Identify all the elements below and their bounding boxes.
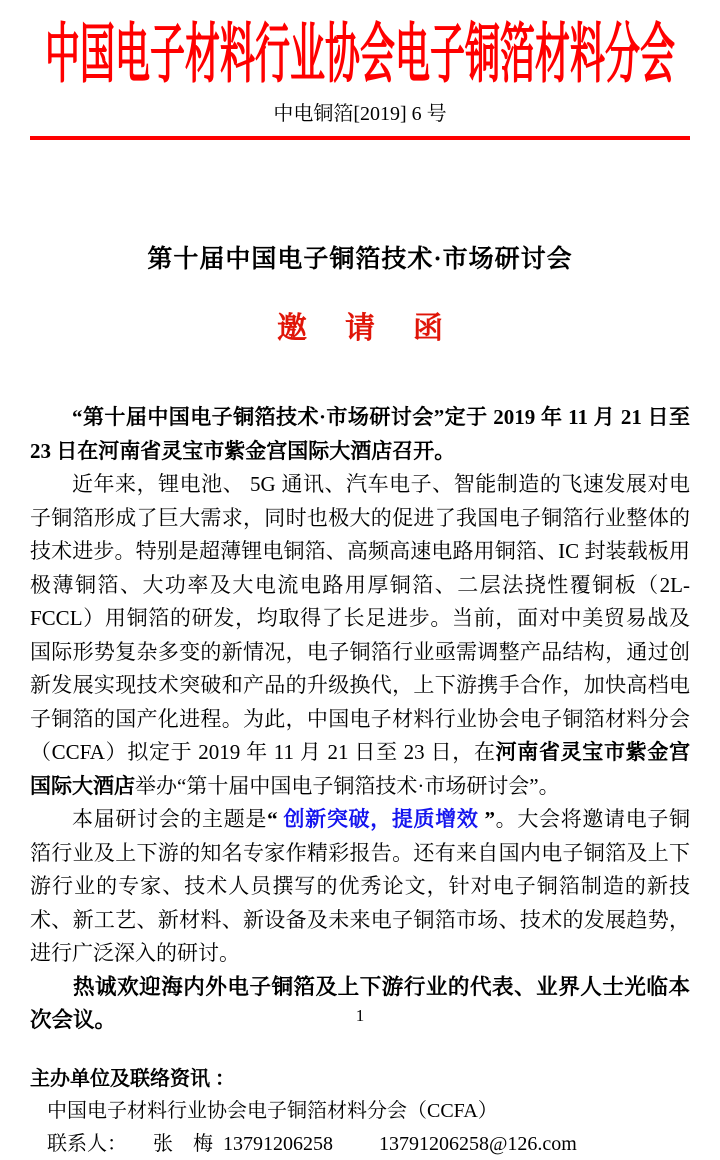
theme-open-quote: “: [267, 807, 284, 831]
conference-title: 第十届中国电子铜箔技术·市场研讨会: [147, 246, 573, 273]
theme-slogan: 创新突破，提质增效: [283, 807, 479, 831]
venue-emphasis: 河南省灵宝市紫金宫国际大酒店: [30, 740, 690, 798]
red-divider-rule: [30, 136, 690, 140]
letter-body: [30, 401, 690, 1038]
organizer-name: 中国电子材料行业协会电子铜箔材料分会（CCFA）: [47, 1099, 498, 1122]
paragraph-background: [30, 468, 690, 803]
contact-label: 联系人：: [47, 1132, 127, 1155]
contact-phone: 13791206258: [223, 1132, 333, 1155]
contact-line: [30, 1128, 690, 1160]
contact-person-name: 张 梅: [153, 1132, 213, 1155]
theme-trail-text: 。大会将邀请电子铜箔行业及上下游的知名专家作精彩报告。还有来自国内电子铜箔及上下游行业的专家、技术人员撰写的优秀论文，针对电子铜箔制造的新技术、新工艺、新材料、新设备及未来电子铜箔市场、技术的发展趋势，进行广泛深入的研讨。: [30, 807, 691, 965]
paragraph-theme: [30, 803, 690, 971]
contact-section-heading: 主办单位及联络资讯 ：: [30, 1067, 235, 1090]
theme-lead-text: 本届研讨会的主题是: [72, 807, 268, 831]
document-number: 中电铜箔[2019] 6 号: [273, 103, 447, 125]
organization-title: 中国电子材料行业协会电子铜箔材料分会: [44, 18, 675, 91]
organizer-contact-block: [30, 1064, 690, 1160]
page-number: 1: [355, 1006, 365, 1025]
background-text: 近年来，锂电池、 5G 通讯、汽车电子、智能制造的飞速发展对电子铜箔形成了巨大需求，同时也极大的促进了我国电子铜箔行业整体的技术进步。特别是超薄锂电铜箔、高频高速电路用铜箔、IC 封装载板用极薄铜箔、大功率及大电流电路用厚铜箔、二层法挠性覆铜板（2L-FCCL）用铜箔的研发，均取得了长足进步。当前，面对中美贸易战及国际形势复杂多变的新情况，电子铜箔行业亟需调整产品结构，通过创新发展实现技术突破和产品的升级换代，上下游携手合作，加快高档电子铜箔的国产化进程。为此，中国电子材料行业协会电子铜箔材料分会（CCFA）拟定于 2019 年 11 月 21 日至 23 日，在: [30, 472, 690, 764]
announcement-text: “第十届中国电子铜箔技术·市场研讨会”定于 2019 年 11 月 21 日至 23 日在河南省灵宝市紫金宫国际大酒店召开。: [30, 405, 690, 463]
welcome-text: 热诚欢迎海内外电子铜箔及上下游行业的代表、业界人士光临本次会议。: [30, 974, 690, 1032]
invitation-letter-page: [0, 6, 720, 1155]
theme-close-quote: ”: [478, 807, 495, 831]
invitation-heading: 邀请函: [277, 312, 481, 345]
paragraph-welcome: [30, 971, 690, 1038]
background-text-end: 举办“第十届中国电子铜箔技术·市场研讨会”。: [135, 773, 560, 798]
paragraph-announcement: [30, 401, 690, 468]
letterhead: [0, 6, 720, 94]
contact-email: 13791206258@126.com: [379, 1132, 577, 1155]
